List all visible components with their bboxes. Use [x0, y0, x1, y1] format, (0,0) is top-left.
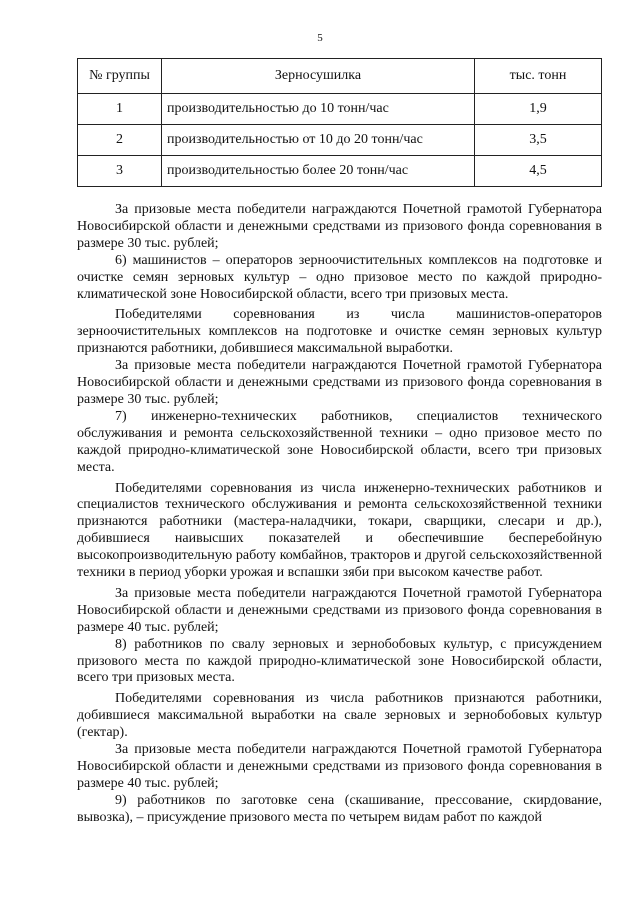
table-header-row [78, 59, 602, 94]
table-row [78, 156, 602, 187]
cell-grain-dryer: производительностью до 10 тонн/час [162, 94, 475, 125]
paragraph-award-30k: За призовые места победители награждаются Почетной грамотой Губернатора Новосибирской области и денежными средствами из призового фонда соревнования в размере 30 тыс. рублей; [77, 202, 602, 251]
paragraph-item-9-hay: 9) работников по заготовке сена (скашивание, прессование, скирдование, вывозка), – присуждение призового места по четырем видам работ по каждой [77, 792, 602, 825]
paragraph-item-6-operators: 6) машинистов – операторов зерноочистительных комплексов на подготовке и очистке семян зерновых культур – одно призовое место по каждой природно-климатической зоне Новосибирской области, всего три призовых места. [77, 252, 602, 302]
paragraph-item-8-swathing: 8) работников по свалу зерновых и зернобобовых культур, с присуждением призового места по каждой природно-климатической зоне Новосибирской области, всего три призовых места. [77, 636, 602, 686]
cell-grain-dryer: производительностью более 20 тонн/час [162, 156, 475, 187]
cell-thousand-tons: 3,5 [475, 125, 602, 156]
cell-thousand-tons: 4,5 [475, 156, 602, 187]
header-group-number: № группы [78, 59, 162, 94]
cell-grain-dryer: производительностью от 10 до 20 тонн/час [162, 125, 475, 156]
cell-group-number: 2 [78, 125, 162, 156]
grain-dryer-table [77, 58, 602, 187]
cell-group-number: 3 [78, 156, 162, 187]
header-grain-dryer: Зерносушилка [162, 59, 475, 94]
paragraph-award-40k: За призовые места победители награждаются Почетной грамотой Губернатора Новосибирской области и денежными средствами из призового фонда соревнования в размере 40 тыс. рублей; [77, 742, 602, 791]
paragraph-item-7-engineers: 7) инженерно-технических работников, специалистов технического обслуживания и ремонта сельскохозяйственной техники – одно призовое место по каждой природно-климатической зоне Новосибирской области, всего три призовых места. [77, 408, 602, 475]
paragraph-winners-operators: Победителями соревнования из числа машинистов-операторов зерноочистительных комплексов на подготовке и очистке семян зерновых культур признаются работники, добившиеся максимальной выработки. [77, 307, 602, 357]
cell-group-number: 1 [78, 94, 162, 125]
cell-thousand-tons: 1,9 [475, 94, 602, 125]
paragraph-award-40k: За призовые места победители награждаются Почетной грамотой Губернатора Новосибирской области и денежными средствами из призового фонда соревнования в размере 40 тыс. рублей; [77, 585, 602, 635]
paragraph-award-30k: За призовые места победители награждаются Почетной грамотой Губернатора Новосибирской области и денежными средствами из призового фонда соревнования в размере 30 тыс. рублей; [77, 358, 602, 407]
document-body [77, 202, 602, 827]
header-thousand-tons: тыс. тонн [475, 59, 602, 94]
table-row [78, 94, 602, 125]
table-row [78, 125, 602, 156]
page-number: 5 [317, 32, 323, 44]
paragraph-winners-engineers: Победителями соревнования из числа инженерно-технических работников и специалистов технического обслуживания и ремонта сельскохозяйственной техники признаются работники (мастера-наладчики, токари, сварщики, слесари и др.), добившиеся наивысших показателей и обеспечившие бесперебойную высокопроизводительную работу комбайнов, тракторов и другой сельскохозяйственной техники в период уборки урожая и вспашки зяби при высоком качестве работ. [77, 480, 602, 581]
paragraph-winners-swathing: Победителями соревнования из числа работников признаются работники, добившиеся максимальной выработки на свале зерновых и зернобобовых культур (гектар). [77, 691, 602, 741]
